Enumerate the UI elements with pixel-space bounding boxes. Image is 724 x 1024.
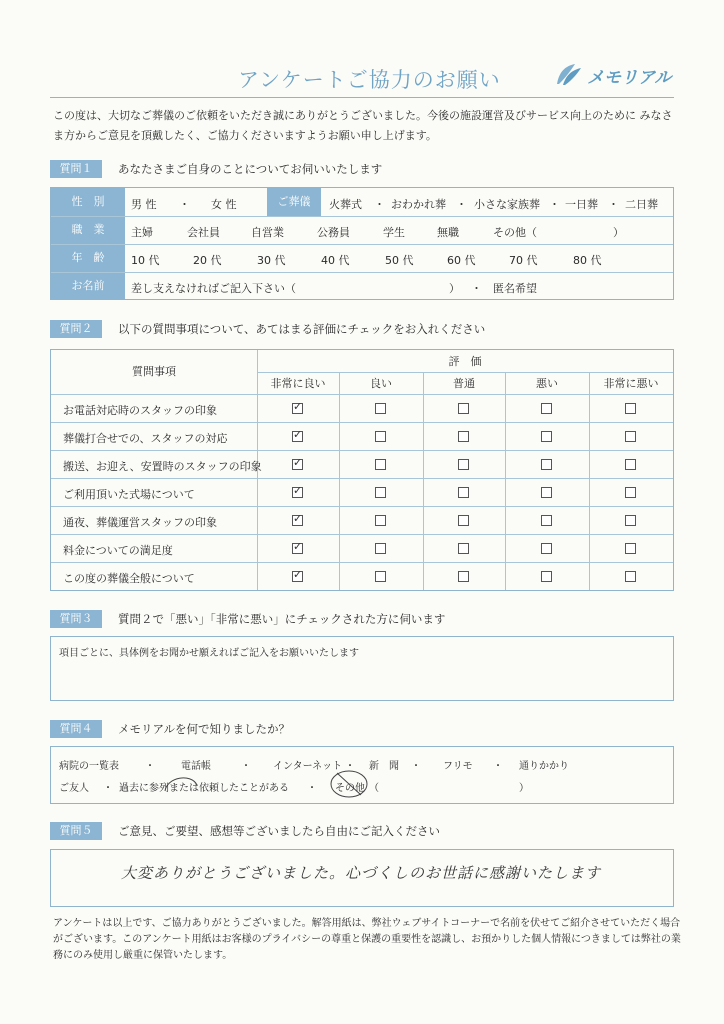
logo-text: メモリアル [587, 67, 672, 88]
q3-box-prompt: 項目ごとに、具体例をお聞かせ願えればご記入をお願いいたします [59, 648, 359, 659]
q2-rating-checkbox[interactable] [625, 487, 636, 498]
handwritten-arc-icon [161, 771, 201, 797]
age-40[interactable]: 40 代 [321, 254, 350, 267]
job-other[interactable]: その他（ [493, 226, 537, 239]
check-mark-icon: ✓ [293, 568, 303, 581]
q5-label: 質問５ [50, 822, 102, 840]
q2-rating-checkbox[interactable] [625, 431, 636, 442]
check-mark-icon: ✓ [293, 512, 303, 525]
job-unemployed[interactable]: 無職 [437, 226, 459, 239]
q2-rating-checkbox[interactable] [625, 571, 636, 582]
source-furimo[interactable]: フリモ [443, 761, 473, 772]
q2-rating-checkbox[interactable] [375, 431, 386, 442]
q2-rating-checkbox[interactable] [375, 403, 386, 414]
q3-comment-box[interactable] [50, 636, 674, 701]
rating-bad: 悪い [536, 377, 558, 390]
q2-label: 質問２ [50, 320, 102, 338]
source-hospital-list[interactable]: 病院の一覧表 [59, 761, 119, 772]
q2-rating-checkbox[interactable] [375, 543, 386, 554]
q1-label: 質問１ [50, 160, 102, 178]
source-past-attendance[interactable]: 過去に参列または依頼したことがある [119, 783, 289, 794]
q2-rating-checkbox[interactable] [292, 512, 303, 526]
q2-rating-checkbox[interactable] [458, 431, 469, 442]
q2-rating-checkbox[interactable] [541, 403, 552, 414]
q2-item-label: ご利用頂いた式場について [63, 488, 195, 501]
q4-label: 質問４ [50, 720, 102, 738]
q2-rating-checkbox[interactable] [292, 428, 303, 442]
age-20[interactable]: 20 代 [193, 254, 222, 267]
rating-very-bad: 非常に悪い [603, 377, 659, 390]
rating-good: 良い [370, 377, 392, 390]
rating-average: 普通 [453, 377, 475, 390]
handwritten-circle-icon [327, 767, 371, 801]
q2-rating-checkbox[interactable] [625, 543, 636, 554]
q4-text: メモリアルを何で知りましたか？ [118, 722, 291, 736]
job-housewife[interactable]: 主婦 [131, 226, 153, 239]
check-mark-icon: ✓ [293, 540, 303, 553]
check-mark-icon: ✓ [293, 484, 303, 497]
source-internet[interactable]: インターネット [273, 761, 343, 772]
service-futsuka[interactable]: 二日葬 [625, 198, 658, 211]
q2-rating-checkbox[interactable] [625, 515, 636, 526]
check-mark-icon: ✓ [293, 428, 303, 441]
service-ichinichi[interactable]: 一日葬 [565, 198, 598, 211]
q1-table: 性 別 職 業 年 齢 お名前 男 性 ・ 女 性 ご葬儀 火葬式 ・ おわかれ葬 ・ 小さな家族葬 ・ 一日葬 ・ 二日葬 主婦 会社員 自営業 公務員 学生 無職 その他（ ） 10 代 20 代 30 代 40 代 50 代 60 代 70 代 80 代 差し支えなければご記入下さい（ ） ・ 匿名希望 [50, 187, 674, 300]
q2-rating-checkbox[interactable] [292, 540, 303, 554]
check-mark-icon: ✓ [293, 400, 303, 413]
q2-item-label: 葬儀打合せでの、スタッフの対応 [63, 432, 228, 445]
q2-rating-checkbox[interactable] [292, 456, 303, 470]
q2-rating-checkbox[interactable] [541, 459, 552, 470]
source-newspaper[interactable]: 新 聞 [369, 761, 399, 772]
q2-rating-checkbox[interactable] [625, 403, 636, 414]
q4-options-box: 病院の一覧表 ・ 電話帳 ・ インターネット ・ 新 聞 ・ フリモ ・ 通りかかり ご友人 ・ 過去に参列または依頼したことがある ・ その他 （ ） [50, 746, 674, 804]
q2-rating-checkbox[interactable] [458, 515, 469, 526]
footer-text: アンケートは以上です、ご協力ありがとうございました。解答用紙は、弊社ウェブサイトコーナーで名前を伏せてご紹介させていただく場合がございます。このアンケート用紙はお客様のプライバシーの尊重と保護の重要性を認識し、お預かりした個人情報につきましては弊社の業務にのみ使用し厳重に保管いたします。 [53, 918, 681, 961]
q5-comment-box[interactable] [50, 849, 674, 907]
q2-rating-checkbox[interactable] [292, 484, 303, 498]
col-eval-header: 評 価 [448, 355, 482, 368]
gender-sep: ・ [179, 198, 190, 211]
check-mark-icon: ✓ [293, 456, 303, 469]
q2-item-label: 通夜、葬儀運営スタッフの印象 [63, 516, 217, 529]
rating-very-good: 非常に良い [270, 377, 326, 390]
intro-text: この度は、大切なご葬儀のご依頼をいただき誠にありがとうございました。今後の施設運営及びサービス向上のために みなさま方からご意見を頂戴したく、ご協力くださいますようお願い申し上げます。 [53, 109, 673, 142]
q2-rating-checkbox[interactable] [625, 459, 636, 470]
name-prompt: 差し支えなければご記入下さい（ [131, 282, 296, 295]
q2-item-label: お電話対応時のスタッフの印象 [63, 404, 217, 417]
anonymous-option[interactable]: ・ 匿名希望 [471, 282, 537, 295]
name-input[interactable] [303, 278, 449, 292]
q2-item-label: 料金についての満足度 [63, 544, 173, 557]
job-civil-servant[interactable]: 公務員 [317, 226, 350, 239]
age-label: 年 齢 [51, 244, 125, 272]
col-item-header: 質問事項 [132, 365, 176, 378]
title-divider [50, 97, 674, 98]
service-kasoushiki[interactable]: 火葬式 [329, 198, 362, 211]
job-employee[interactable]: 会社員 [187, 226, 220, 239]
q1-text: あなたさまご自身のことについてお伺いいたします [118, 162, 383, 176]
age-30[interactable]: 30 代 [257, 254, 286, 267]
service-kazokusou[interactable]: 小さな家族葬 [474, 198, 540, 211]
page-title: アンケートご協力のお願い [238, 68, 501, 92]
job-label: 職 業 [51, 216, 125, 244]
q2-rating-checkbox[interactable] [541, 571, 552, 582]
age-60[interactable]: 60 代 [447, 254, 476, 267]
age-50[interactable]: 50 代 [385, 254, 414, 267]
q2-table [50, 349, 674, 591]
q2-rating-checkbox[interactable] [458, 487, 469, 498]
source-friend[interactable]: ご友人 [59, 783, 89, 794]
q2-rating-checkbox[interactable] [375, 515, 386, 526]
q2-rating-checkbox[interactable] [541, 431, 552, 442]
job-selfemployed[interactable]: 自営業 [251, 226, 284, 239]
q2-rating-checkbox[interactable] [541, 543, 552, 554]
q3-label: 質問３ [50, 610, 102, 628]
q2-rating-checkbox[interactable] [541, 515, 552, 526]
gender-label: 性 別 [51, 188, 125, 216]
service-owakare[interactable]: おわかれ葬 [391, 198, 446, 211]
q2-rating-checkbox[interactable] [458, 571, 469, 582]
name-label: お名前 [51, 272, 125, 299]
q2-rating-checkbox[interactable] [375, 571, 386, 582]
q2-rating-checkbox[interactable] [292, 400, 303, 414]
leaf-logo-icon [553, 62, 583, 88]
q5-text: ご意見、ご要望、感想等ございましたら自由にご記入ください [118, 824, 440, 838]
job-student[interactable]: 学生 [383, 226, 405, 239]
gender-male[interactable]: 男 性 [131, 198, 157, 211]
age-80[interactable]: 80 代 [573, 254, 602, 267]
source-other[interactable]: その他 [335, 783, 365, 794]
q2-rating-checkbox[interactable] [541, 487, 552, 498]
age-10[interactable]: 10 代 [131, 254, 160, 267]
q2-rating-checkbox[interactable] [375, 459, 386, 470]
age-70[interactable]: 70 代 [509, 254, 538, 267]
q2-item-label: 搬送、お迎え、安置時のスタッフの印象 [63, 460, 262, 473]
q5-handwritten-answer: 大変ありがとうございました。心づくしのお世話に感謝いたします [121, 864, 602, 882]
q3-text: 質問２で「悪い」「非常に悪い」にチェックされた方に伺います [118, 612, 446, 626]
q2-rating-checkbox[interactable] [458, 403, 469, 414]
gender-female[interactable]: 女 性 [211, 198, 237, 211]
source-phonebook[interactable]: 電話帳 [181, 761, 211, 772]
q2-rating-checkbox[interactable] [458, 459, 469, 470]
q2-item-label: この度の葬儀全般について [63, 572, 195, 585]
q2-text: 以下の質問事項について、あてはまる評価にチェックをお入れください [118, 322, 486, 336]
q2-rating-checkbox[interactable] [292, 568, 303, 582]
brand-logo [553, 62, 671, 88]
service-label: ご葬儀 [267, 188, 321, 216]
source-passing-by[interactable]: 通りかかり [519, 761, 569, 772]
q2-rating-checkbox[interactable] [375, 487, 386, 498]
q2-rating-checkbox[interactable] [458, 543, 469, 554]
